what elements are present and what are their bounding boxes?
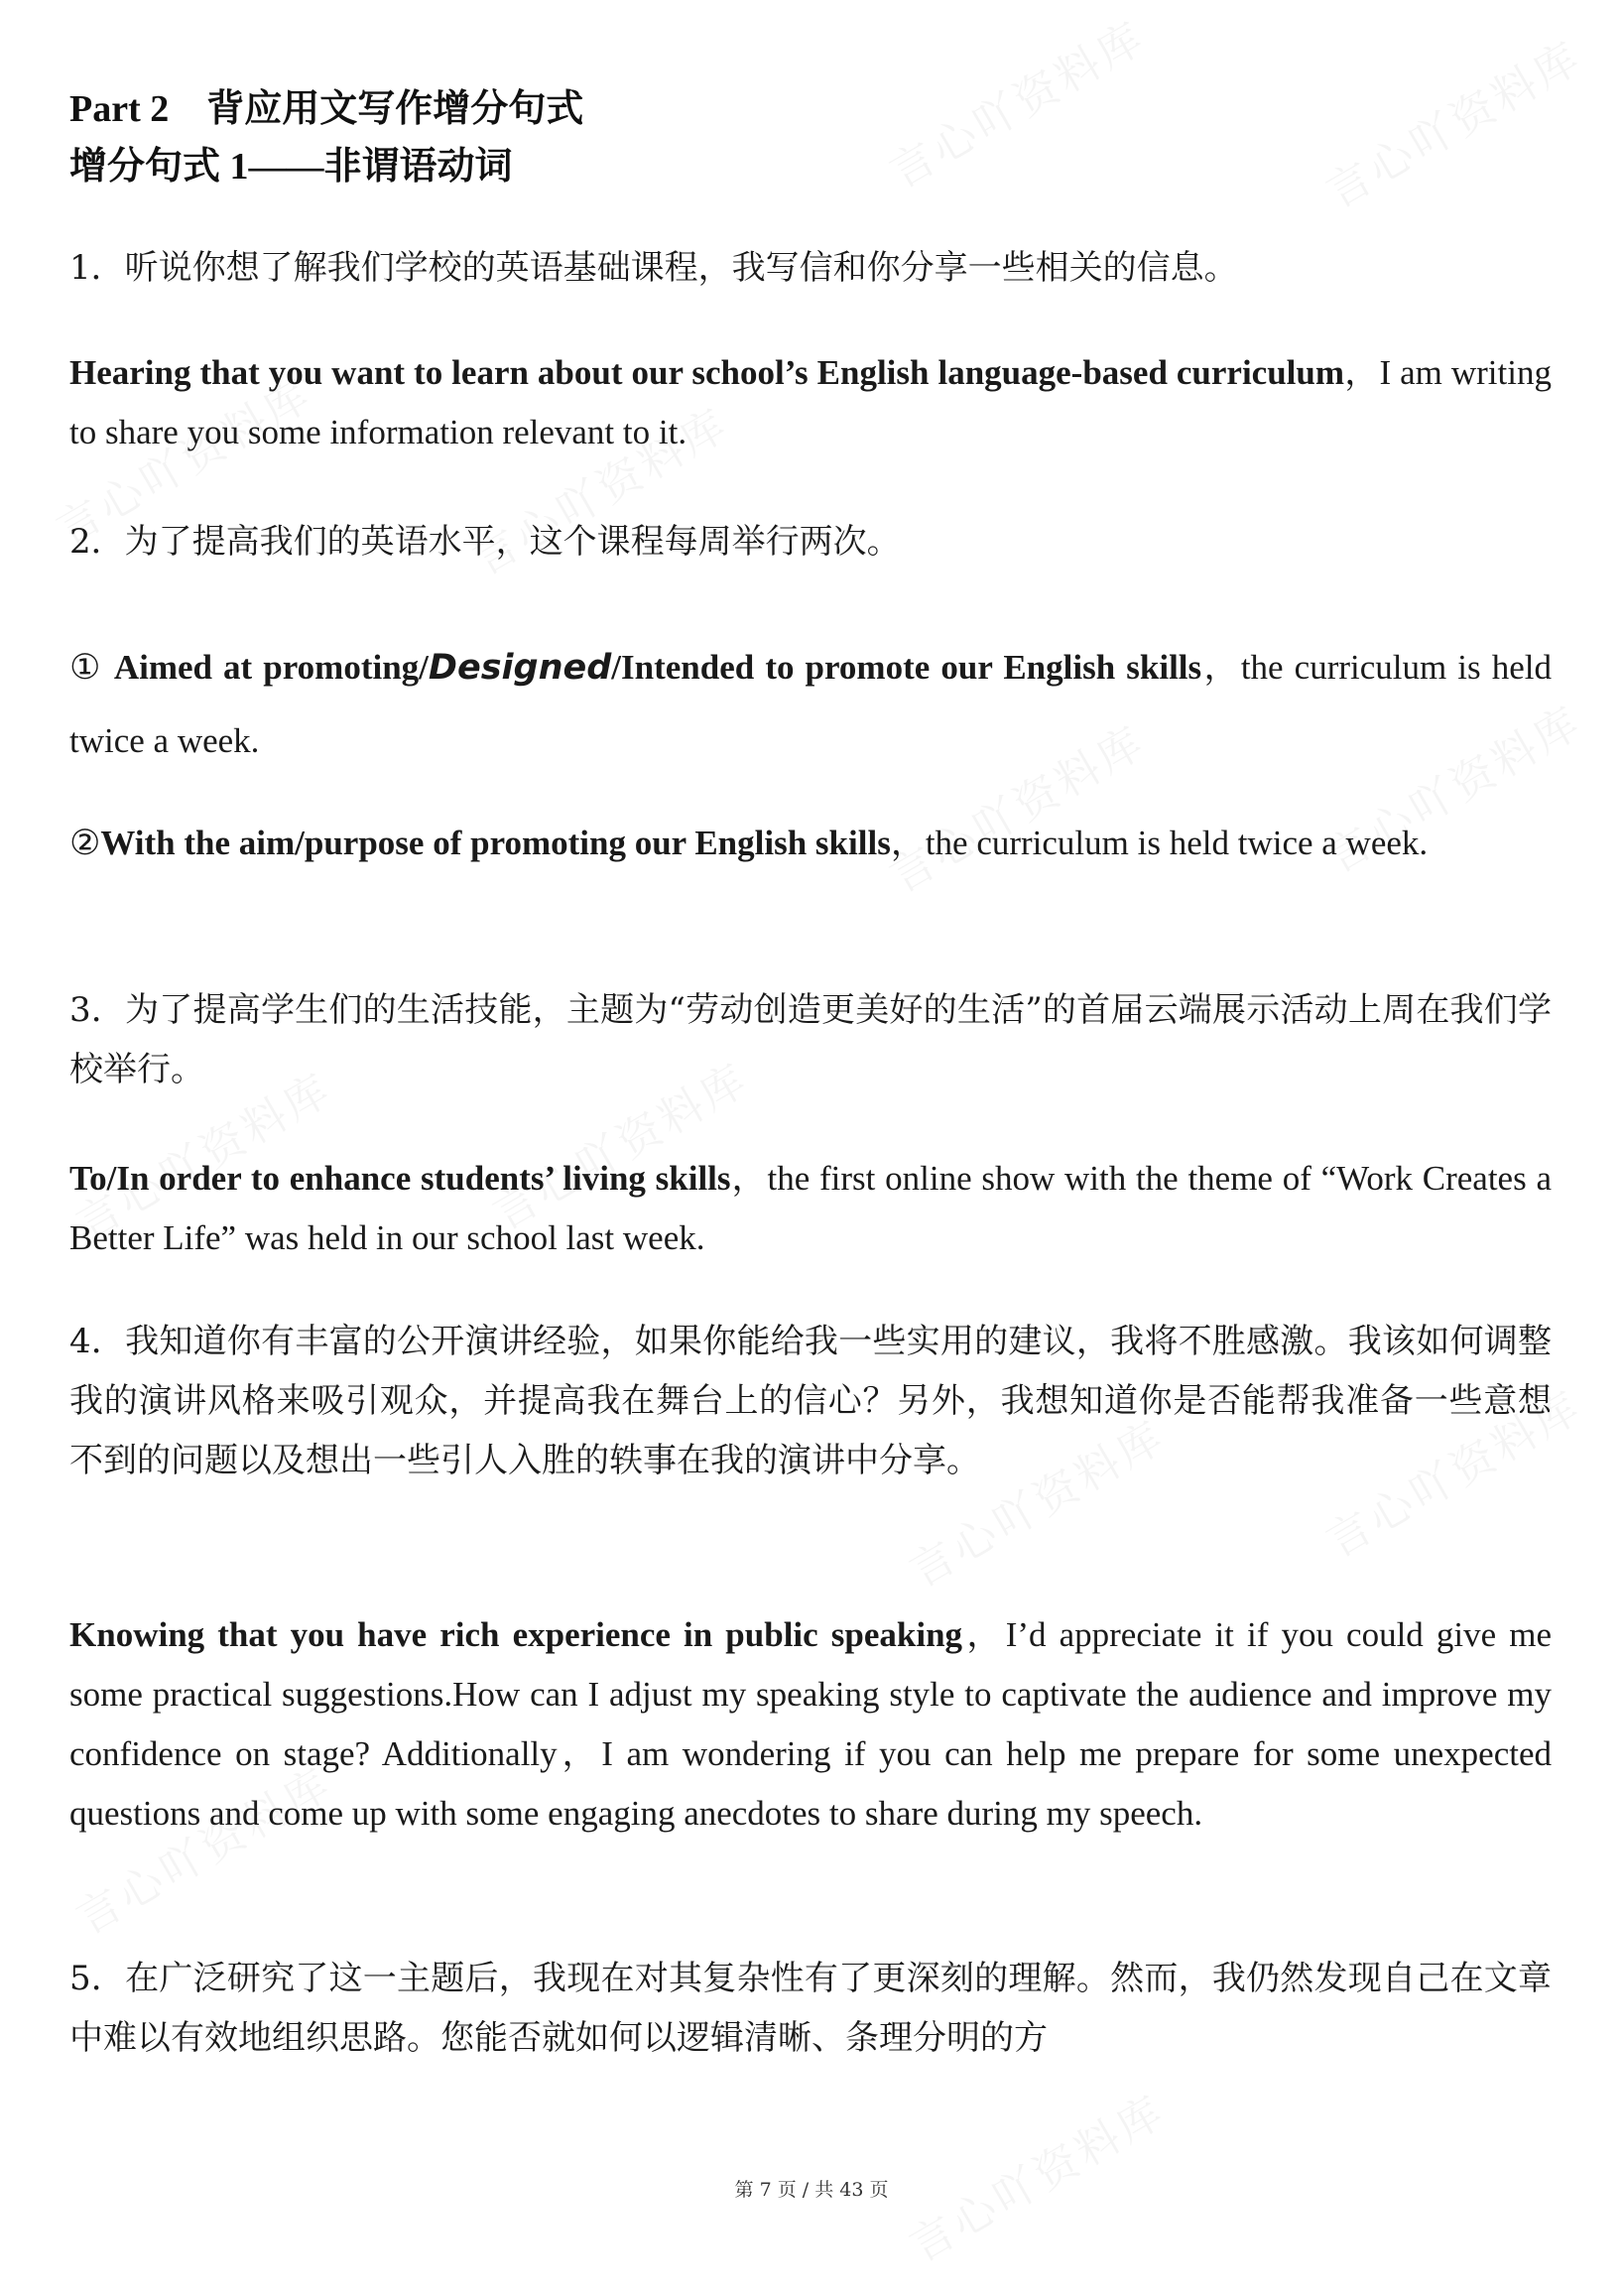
item-2-chinese: 2．为了提高我们的英语水平，这个课程每周举行两次。 xyxy=(69,522,901,562)
watermark xyxy=(876,2,1155,199)
item-1-chinese: 1．听说你想了解我们学校的英语基础课程，我写信和你分享一些相关的信息。 xyxy=(69,248,1238,288)
item-3-key-phrase: To/In order to enhance students’ living skills xyxy=(69,1159,731,1198)
item-1-key-phrase: Hearing that you want to learn about our school’s English language-based curriculum xyxy=(69,353,1345,392)
item-2-english-1: ① Aimed at promoting/Designed/Intended to promote our English skills，the curriculum is held twice a week. xyxy=(69,648,1553,760)
item-4-key-phrase: Knowing that you have rich experience in public speaking xyxy=(69,1615,963,1654)
item-3-rest: ，the first online show with the theme of “Work Creates a Better Life” was held in our school last week. xyxy=(69,1159,1552,1257)
part-heading: Part 2 背应用文写作增分句式 xyxy=(69,88,584,130)
item-1-rest: ，I am writing to share you some information relevant to it. xyxy=(69,353,1552,451)
item-2-key-phrase-2: With the aim/purpose of promoting our English skills xyxy=(100,824,891,862)
item-2-rest-1: ，the curriculum is held twice a week. xyxy=(69,648,1553,760)
item-2-key-phrase-1a: Aimed at promoting/ xyxy=(113,648,429,687)
watermark xyxy=(1312,22,1591,219)
item-4-chinese: 4．我知道你有丰富的公开演讲经验，如果你能给我一些实用的建议，我将不胜感激。我该如何调整我的演讲风格来吸引观众，并提高我在舞台上的信心？另外，我想知道你是否能帮我准备一些意想不到的问题以及想出一些引人入胜的轶事在我的演讲中分享。 xyxy=(69,1322,1552,1480)
item-2-english-2: ②With the aim/purpose of promoting our English skills，the curriculum is held twice a week. xyxy=(69,824,1429,862)
item-3-english xyxy=(69,1149,1552,1268)
item-4-rest: ，I’d appreciate it if you could give me some practical suggestions.How can I adjust my speaking style to captivate the audience and improve my confidence on stage? Additionally，I am wondering if you can help me prepare for some unexpected questions and come up with some engaging anecdotes to share during my speech. xyxy=(69,1615,1552,1833)
page-number: 第 7 页 / 共 43 页 xyxy=(734,2179,889,2201)
item-4-english xyxy=(69,1605,1552,1844)
item-1-english xyxy=(69,343,1552,462)
item-2-rest-2: ，the curriculum is held twice a week. xyxy=(890,824,1429,862)
section-heading: 增分句式 1——非谓语动词 xyxy=(69,146,513,188)
handwritten-insert: Designed xyxy=(428,648,612,688)
item-2-key-phrase-1b: /Intended to promote our English skills xyxy=(611,648,1202,687)
item-3-chinese: 3．为了提高学生们的生活技能，主题为“劳动创造更美好的生活”的首届云端展示活动上周在我们学校举行。 xyxy=(69,990,1552,1089)
item-5-chinese: 5．在广泛研究了这一主题后，我现在对其复杂性有了更深刻的理解。然而，我仍然发现自己在文章中难以有效地组织思路。您能否就如何以逻辑清晰、条理分明的方 xyxy=(69,1959,1552,2058)
